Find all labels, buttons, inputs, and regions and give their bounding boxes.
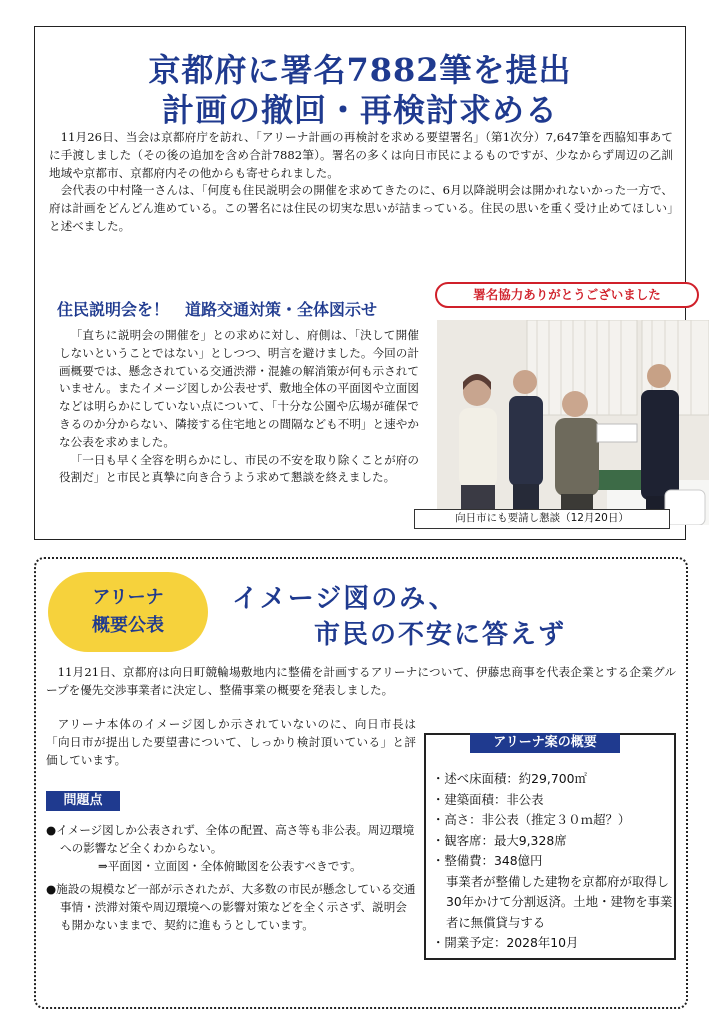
paragraph: 「直ちに説明会の開催を」との求めに対し、府側は、「決して開催しないということではない」としつつ、明言を避けました。今回の計画概要では、懸念されている交通渋滞・混雑の解消策が何も示されていません。またイメージ図しか公表せず、敷地全体の平面図や立面図などは明らかにしていない点について、「十分な公園や広場が確保できるのか分からない、隣接する住宅地との間隔なども不明」と速やかな公表を求めました。 [59,328,419,449]
badge-line-1: アリーナ [92,587,164,608]
headline-line-1: 京都府に署名7882筆を提出 [148,51,572,89]
column-text [46,716,416,769]
headline-line-2: 計画の撤回・再検討求める [161,91,558,129]
problem-item [46,881,416,934]
column-text [59,327,419,487]
summary-list [432,769,674,954]
summary-note-text: 事業者が整備した建物を京都府が取得し30年かけて分割返済。土地・建物を事業者に無償貸与する [446,873,673,930]
badge-line-2: 概要公表 [92,615,164,636]
problem-text: ●施設の規模など一部が示されたが、大多数の市民が懸念している交通事情・渋滞対策や周辺環境への影響対策などを全く示さず、説明会も開かないままで、契約に進もうとしています。 [46,882,416,932]
paragraph: 11月26日、当会は京都府庁を訪れ、「アリーナ計画の再検討を求める要望署名」（第1次分）7,647筆を西脇知事あてに手渡しました（その後の追加を含め合計7882筆）。署名の多くは向日市民によるものですが、少なからず周辺の乙訓地域や京都市、京都府内その他からも寄せられました。 [49,130,673,180]
problems-label: 問題点 [46,791,120,811]
thanks-badge: 署名協力ありがとうございました [435,282,699,308]
problem-proposal: ⇒平面図・立面図・全体俯瞰図を公表すべきです。 [98,858,362,873]
summary-item: ・整備費：348億円 [432,853,543,868]
photo-caption: 向日市にも要請し懇談（12月20日） [414,509,670,529]
meeting-photo-illustration [437,320,709,525]
summary-note [432,872,674,934]
summary-item: ・述べ床面積：約29,700㎡ [432,771,587,786]
problem-text: ●イメージ図しか公表されず、全体の配置、高さ等も非公表。周辺環境への影響など全くわからない。 [46,823,415,855]
meeting-photo [437,320,709,525]
intro-text [49,129,673,236]
summary-item: ・開業予定：2028年10月 [432,935,579,950]
problems-list [46,822,416,941]
headline-line-2: 市民の不安に答えず [314,620,567,650]
signature-article [34,26,686,540]
paragraph: 会代表の中村隆一さんは、「何度も住民説明会の開催を求めてきたのに、6月以降説明会は開かれないかった一方で、府は計画をどんどん進めている。この署名には住民の切実な思いが詰まっている。住民の思いを重く受け止めてほしい」と述べました。 [49,183,673,233]
section-badge [48,572,208,652]
paragraph: 「一日も早く全容を明らかにし、市民の不安を取り除くことが府の役割だ」と市民と真摯に向き合うよう求めて懇談を終えました。 [59,452,419,485]
summary-title: アリーナ案の概要 [470,733,620,753]
summary-item: ・高さ：非公表（推定３０ｍ超？） [432,812,631,827]
section-subhead: 住民説明会を！ 道路交通対策・全体図示せ [57,300,378,319]
problem-item [46,822,416,875]
paragraph: アリーナ本体のイメージ図しか示されていないのに、向日市長は「向日市が提出した要望書について、しっかり検討頂いている」と評価しています。 [46,717,416,767]
intro-text [46,664,676,700]
summary-item: ・観客席：最大9,328席 [432,832,567,848]
paragraph: 11月21日、京都府は向日町競輪場敷地内に整備を計画するアリーナについて、伊藤忠商事を代表企業とする企業グループを優先交渉事業者に決定し、整備事業の概要を発表しました。 [46,665,676,697]
headline-line-1: イメージ図のみ、 [232,584,457,614]
arena-summary-box [424,733,676,960]
summary-item: ・建築面積：非公表 [432,791,544,807]
